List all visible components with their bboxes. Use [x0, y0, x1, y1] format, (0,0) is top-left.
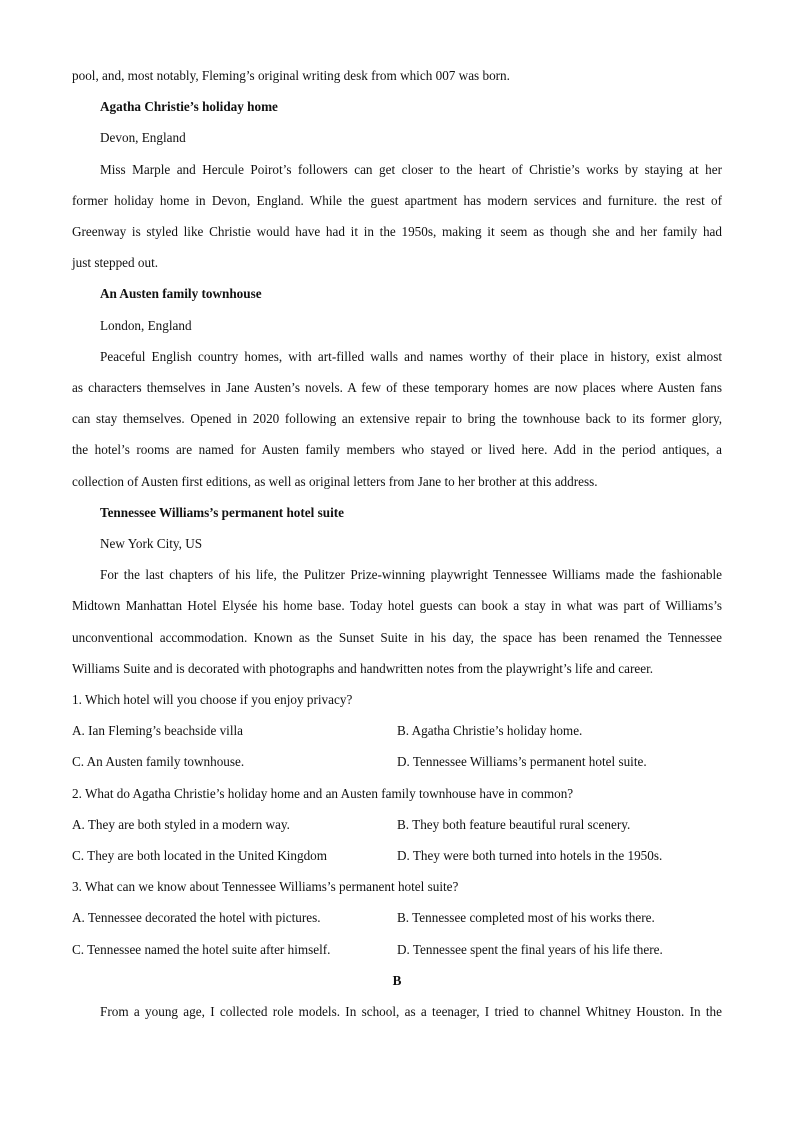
location-christie: Devon, England [100, 130, 186, 146]
question-2-option-d: D. They were both turned into hotels in the 1950s. [397, 848, 663, 864]
question-2: 2. What do Agatha Christie’s holiday home and an Austen family townhouse have in common? [72, 785, 574, 801]
location-austen: London, England [100, 317, 192, 333]
section-b-first-line: From a young age, I collected role models. In school, as a teenager, I tried to channel Whitney Houston. In the [100, 1004, 722, 1020]
document-page [72, 60, 722, 1027]
question-3: 3. What can we know about Tennessee Williams’s permanent hotel suite? [72, 879, 459, 895]
paragraph-line: collection of Austen first editions, as well as original letters from Jane to her brother at this address. [72, 473, 598, 489]
paragraph-line: can stay themselves. Opened in 2020 following an extensive repair to bring the townhouse back to its former glory, [72, 411, 722, 427]
section-heading-christie: Agatha Christie’s holiday home [100, 99, 278, 115]
paragraph-line: pool, and, most notably, Fleming’s original writing desk from which 007 was born. [72, 68, 510, 83]
question-1-option-c: C. An Austen family townhouse. [72, 754, 245, 770]
paragraph-line: For the last chapters of his life, the Pulitzer Prize-winning playwright Tennessee Williams made the fashionable [100, 567, 722, 583]
paragraph-line: Greenway is styled like Christie would have had it in the 1950s, making it seem as though she and her family had [72, 224, 722, 240]
question-2-option-b: B. They both feature beautiful rural scenery. [397, 816, 631, 832]
question-1-option-a: A. Ian Fleming’s beachside villa [72, 723, 244, 739]
question-1-option-d: D. Tennessee Williams’s permanent hotel suite. [397, 754, 647, 770]
question-3-options-row-1 [72, 902, 722, 933]
question-1-options-row-2 [72, 746, 722, 777]
location-williams: New York City, US [100, 536, 203, 552]
question-2-option-a: A. They are both styled in a modern way. [72, 816, 290, 832]
question-2-options-row-1 [72, 809, 722, 840]
question-1-options-row-1 [72, 715, 722, 746]
paragraph-line: Williams Suite and is decorated with photographs and handwritten notes from the playwright’s life and career. [72, 660, 654, 676]
paragraph-line: unconventional accommodation. Known as the Sunset Suite in his day, the space has been renamed the Tennessee [72, 629, 722, 645]
question-1: 1. Which hotel will you choose if you enjoy privacy? [72, 692, 353, 708]
question-3-option-b: B. Tennessee completed most of his works there. [397, 910, 655, 926]
paragraph-line: just stepped out. [72, 255, 159, 271]
paragraph-line: Peaceful English country homes, with art-filled walls and names worthy of their place in history, exist almost [100, 348, 722, 364]
section-heading-austen: An Austen family townhouse [100, 286, 262, 302]
question-3-options-row-2 [72, 934, 722, 965]
question-2-option-c: C. They are both located in the United Kingdom [72, 848, 328, 864]
paragraph-line: Midtown Manhattan Hotel Elysée his home base. Today hotel guests can book a stay in what was part of Williams’s [72, 598, 722, 614]
question-3-option-a: A. Tennessee decorated the hotel with pictures. [72, 910, 321, 926]
question-3-option-c: C. Tennessee named the hotel suite after himself. [72, 941, 331, 957]
section-b-heading: B [392, 972, 402, 988]
paragraph-line: the hotel’s rooms are named for Austen family members who stayed or lived here. Add in the period antiques, a [72, 442, 722, 458]
paragraph-line: Miss Marple and Hercule Poirot’s followers can get closer to the heart of Christie’s works by staying at her [100, 161, 722, 177]
paragraph-line: former holiday home in Devon, England. While the guest apartment has modern services and furniture. the rest of [72, 192, 722, 208]
question-3-option-d: D. Tennessee spent the final years of his life there. [397, 941, 663, 957]
question-2-options-row-2 [72, 840, 722, 871]
section-heading-williams: Tennessee Williams’s permanent hotel suite [100, 504, 344, 520]
paragraph-line: as characters themselves in Jane Austen’s novels. A few of these temporary homes are now places where Austen fans [72, 380, 722, 396]
question-1-option-b: B. Agatha Christie’s holiday home. [397, 723, 583, 739]
